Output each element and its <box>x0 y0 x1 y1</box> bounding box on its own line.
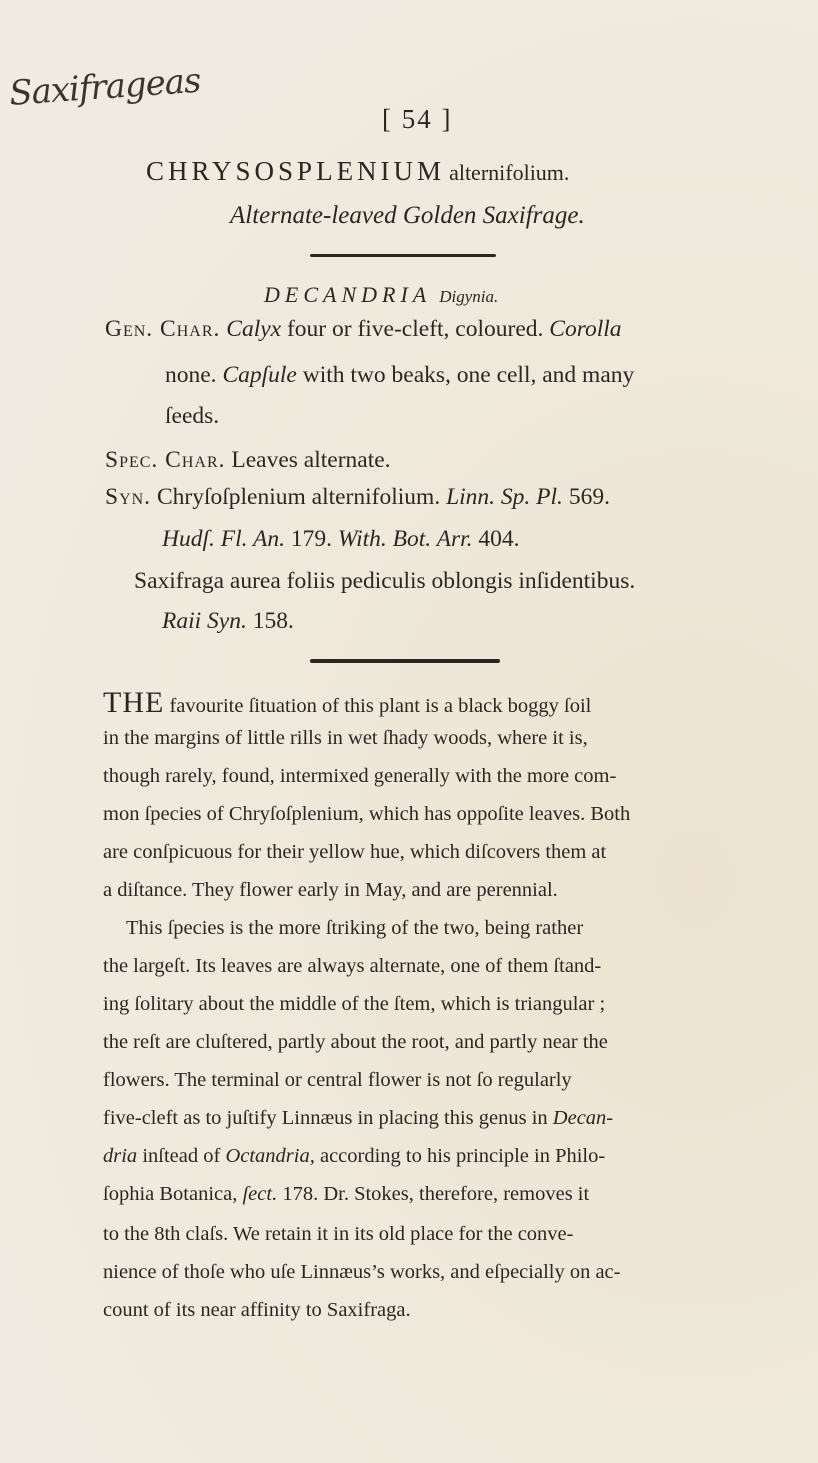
syn-ref: Raii Syn. <box>162 608 247 634</box>
order-name: Digynia. <box>439 287 499 306</box>
classification <box>264 282 498 308</box>
syn-ref: With. Bot. Arr. <box>337 526 473 552</box>
body-line: This ſpecies is the more ſtriking of the two, being rather <box>126 917 584 939</box>
body-line <box>103 1146 605 1167</box>
common-name: Alternate-leaved Golden Saxifrage. <box>230 202 585 229</box>
body-line: though rarely, found, intermixed generally with the more com- <box>103 765 617 787</box>
class-name: DECANDRIA <box>264 282 432 307</box>
body-text: five-cleft as to juſtify Linnæus in placing this genus in <box>103 1107 548 1129</box>
body-line <box>103 1108 613 1129</box>
gen-char-term: Corolla <box>549 316 622 342</box>
gen-char-label: Gen. Char. <box>105 316 221 342</box>
body-line: the reſt are cluſtered, partly about the root, and partly near the <box>103 1031 608 1053</box>
body-line: are conſpicuous for their yellow hue, which diſcovers them at <box>103 841 607 863</box>
syn-ref: Linn. Sp. Pl. <box>446 484 563 510</box>
handwritten-margin-note: Saxifrageas <box>8 60 202 114</box>
syn-line3: Saxifraga aurea foliis pediculis oblongis inſidentibus. <box>134 568 636 594</box>
body-line: a diſtance. They flower early in May, and are perennial. <box>103 879 558 901</box>
gen-char-line1 <box>105 318 622 342</box>
body-line: to the 8th claſs. We retain it in its old place for the conve- <box>103 1223 574 1245</box>
spec-char-text: Leaves alternate. <box>231 447 391 473</box>
gen-char-text: with two beaks, one cell, and many <box>302 362 635 388</box>
title-rule <box>310 254 496 257</box>
body-italic: Octandria, <box>225 1145 315 1167</box>
plant-title <box>146 156 569 187</box>
species-name: alternifolium. <box>449 160 570 185</box>
gen-char-text: none. <box>165 362 217 388</box>
body-line: flowers. The terminal or central flower is not ſo regularly <box>103 1069 572 1091</box>
body-italic: dria <box>103 1145 138 1167</box>
syn-ref-num: 179. <box>290 526 332 552</box>
body-text: favourite ſituation of this plant is a black boggy ſoil <box>169 695 592 717</box>
body-text: according to his principle in Philo- <box>319 1145 606 1167</box>
syn-text: Chryſoſplenium alternifolium. <box>156 484 441 510</box>
body-line <box>103 1184 589 1205</box>
body-line: the largeſt. Its leaves are always alternate, one of them ſtand- <box>103 955 602 977</box>
syn-line4 <box>162 610 294 634</box>
body-text: inſtead of <box>142 1145 221 1167</box>
syn-ref-num: 158. <box>252 608 294 634</box>
gen-char-term: Calyx <box>226 316 282 342</box>
syn-label: Syn. <box>105 484 152 510</box>
syn-ref-num: 569. <box>568 484 610 510</box>
drop-cap: THE <box>103 686 165 719</box>
gen-char-term: Capſule <box>222 362 297 388</box>
body-line: nience of thoſe who uſe Linnæus’s works, and eſpecially on ac- <box>103 1261 621 1283</box>
body-italic: ſect. <box>242 1183 278 1205</box>
syn-ref-num: 404. <box>478 526 520 552</box>
genus-name: CHRYSOSPLENIUM <box>146 156 446 186</box>
spec-char-line <box>105 449 391 473</box>
gen-char-line2 <box>165 364 634 388</box>
body-line: mon ſpecies of Chryſoſplenium, which has oppoſite leaves. Both <box>103 803 631 825</box>
section-rule <box>310 659 500 663</box>
body-line <box>103 688 591 718</box>
syn-line2 <box>162 528 520 552</box>
spec-char-label: Spec. Char. <box>105 447 226 473</box>
syn-line1 <box>105 486 610 510</box>
body-line: count of its near affinity to Saxifraga. <box>103 1299 411 1321</box>
body-line: in the margins of little rills in wet ſhady woods, where it is, <box>103 727 588 749</box>
syn-ref: Hudſ. Fl. An. <box>162 526 285 552</box>
body-line: ing ſolitary about the middle of the ſtem, which is triangular ; <box>103 993 606 1015</box>
body-text: ſophia Botanica, <box>103 1183 238 1205</box>
body-text: 178. Dr. Stokes, therefore, removes it <box>282 1183 590 1205</box>
page-number: [ 54 ] <box>382 104 453 134</box>
gen-char-line3: ſeeds. <box>165 403 220 429</box>
body-italic: Decan- <box>552 1107 614 1129</box>
gen-char-text: four or five-cleft, coloured. <box>286 316 544 342</box>
